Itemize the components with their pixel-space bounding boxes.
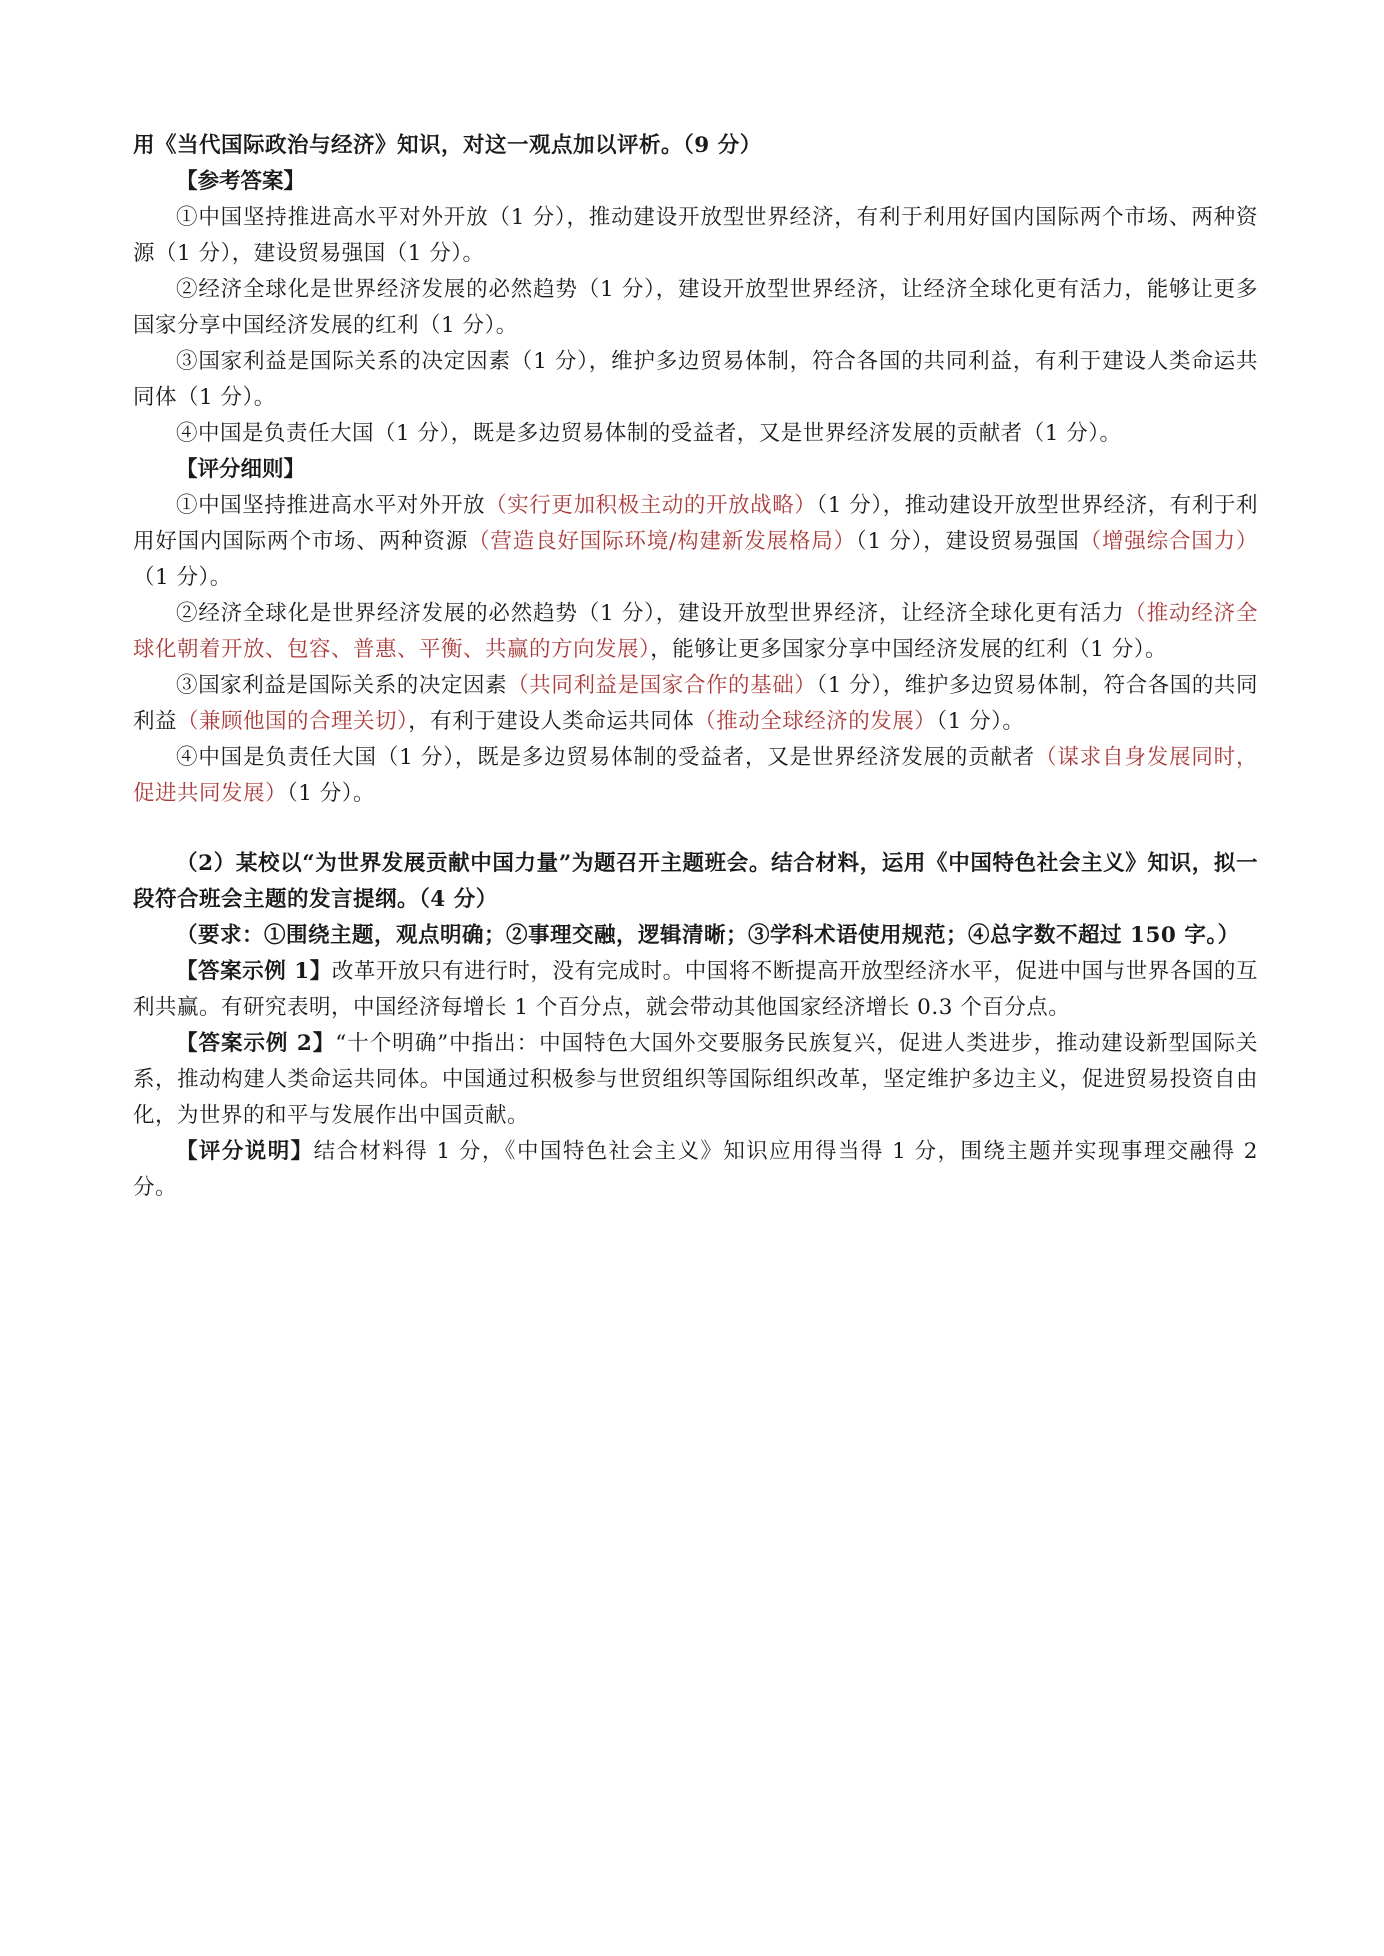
scoring-rule-text: ②经济全球化是世界经济发展的必然趋势（1 分），建设开放型世界经济，让经济全球化更有活力 xyxy=(176,601,1125,626)
scoring-rule-text: （1 分），建设贸易强国 xyxy=(855,529,1080,554)
answer-example-label: 【答案示例 2】 xyxy=(176,1031,336,1056)
scoring-rule-text: （1 分），维护多边贸易体制，符合各国的共同利益 xyxy=(133,673,1258,734)
scoring-rule-text: ④中国是负责任大国（1 分），既是多边贸易体制的受益者，又是世界经济发展的贡献者 xyxy=(176,745,1036,770)
scoring-rule-point xyxy=(133,596,1258,668)
scoring-rule-point xyxy=(133,740,1258,812)
scoring-rule-point xyxy=(133,668,1258,740)
scoring-explanation xyxy=(133,1134,1258,1206)
scoring-rules-list xyxy=(133,488,1258,812)
scoring-rule-annotation: （推动全球经济的发展） xyxy=(694,709,937,734)
scoring-rule-annotation: （兼顾他国的合理关切） xyxy=(177,709,409,734)
scoring-rule-text: （1 分）。 xyxy=(936,709,1025,734)
scoring-rule-text: （1 分）。 xyxy=(287,781,376,806)
scoring-rule-text: ③国家利益是国际关系的决定因素 xyxy=(176,673,508,698)
scoring-explanation-label: 【评分说明】 xyxy=(176,1139,314,1164)
scoring-rule-annotation: （推动经济全球化朝着开放、包容、普惠、平衡、共赢的方向发展） xyxy=(133,601,1258,662)
question-2-prompt: （2）某校以“为世界发展贡献中国力量”为题召开主题班会。结合材料，运用《中国特色社会主义》知识，拟一段符合班会主题的发言提纲。（4 分） xyxy=(133,851,1258,912)
answer-sheet-page xyxy=(133,128,1258,1206)
reference-answer-point: ①中国坚持推进高水平对外开放（1 分），推动建设开放型世界经济，有利于利用好国内国际两个市场、两种资源（1 分），建设贸易强国（1 分）。 xyxy=(133,205,1258,266)
scoring-rule-text: ，能够让更多国家分享中国经济发展的红利（1 分）。 xyxy=(650,637,1168,662)
scoring-rules-heading: 【评分细则】 xyxy=(176,457,306,482)
reference-answer-list xyxy=(133,200,1258,452)
scoring-rule-text: ，有利于建设人类命运共同体 xyxy=(408,709,695,734)
question-1-prompt: 用《当代国际政治与经济》知识，对这一观点加以评析。（9 分） xyxy=(133,133,762,158)
scoring-rule-annotation: （营造良好国际环境/构建新发展格局） xyxy=(468,529,856,554)
section-spacer xyxy=(133,812,1258,846)
reference-answer-point: ③国家利益是国际关系的决定因素（1 分），维护多边贸易体制，符合各国的共同利益，有利于建设人类命运共同体（1 分）。 xyxy=(133,349,1258,410)
scoring-explanation-text: 结合材料得 1 分，《中国特色社会主义》知识应用得当得 1 分，围绕主题并实现事理交融得 2 分。 xyxy=(133,1139,1258,1200)
answer-example-text: “十个明确”中指出：中国特色大国外交要服务民族复兴，促进人类进步，推动建设新型国际关系，推动构建人类命运共同体。中国通过积极参与世贸组织等国际组织改革，坚定维护多边主义，促进贸易投资自由化，为世界的和平与发展作出中国贡献。 xyxy=(133,1031,1258,1128)
scoring-rule-annotation: （实行更加积极主动的开放战略） xyxy=(485,493,817,518)
scoring-rule-annotation: （共同利益是国家合作的基础） xyxy=(507,673,817,698)
answer-example xyxy=(133,1026,1258,1134)
answer-example xyxy=(133,954,1258,1026)
reference-answer-heading: 【参考答案】 xyxy=(176,169,306,194)
scoring-rule-point xyxy=(133,488,1258,596)
answer-example-text: 改革开放只有进行时，没有完成时。中国将不断提高开放型经济水平，促进中国与世界各国的互利共赢。有研究表明，中国经济每增长 1 个百分点，就会带动其他国家经济增长 0.3 个百分点。 xyxy=(133,959,1258,1020)
reference-answer-point: ④中国是负责任大国（1 分），既是多边贸易体制的受益者，又是世界经济发展的贡献者（1 分）。 xyxy=(176,421,1122,446)
reference-answer-point: ②经济全球化是世界经济发展的必然趋势（1 分），建设开放型世界经济，让经济全球化更有活力，能够让更多国家分享中国经济发展的红利（1 分）。 xyxy=(133,277,1258,338)
scoring-rule-text: ①中国坚持推进高水平对外开放 xyxy=(176,493,486,518)
scoring-rule-text: （1 分）。 xyxy=(133,565,232,590)
scoring-rule-annotation: （增强综合国力） xyxy=(1079,529,1258,554)
answer-example-label: 【答案示例 1】 xyxy=(176,959,332,984)
scoring-rule-text: （1 分），推动建设开放型世界经济，有利于利用好国内国际两个市场、两种资源 xyxy=(133,493,1258,554)
question-2-requirements: （要求：①围绕主题，观点明确；②事理交融，逻辑清晰；③学科术语使用规范；④总字数不超过 150 字。） xyxy=(176,923,1240,948)
scoring-rule-annotation: （谋求自身发展同时，促进共同发展） xyxy=(133,745,1258,806)
